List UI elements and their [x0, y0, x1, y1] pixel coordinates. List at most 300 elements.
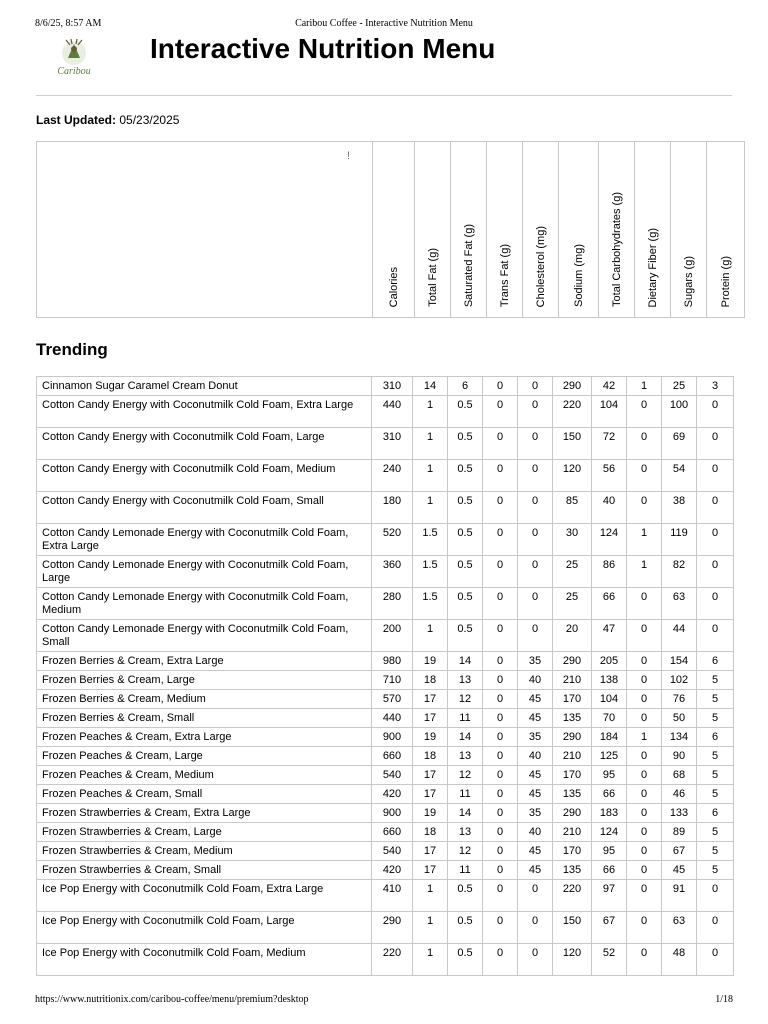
nutrient-value: 310 — [372, 377, 413, 396]
nutrient-value: 0 — [697, 912, 734, 944]
nutrient-value: 25 — [553, 556, 592, 588]
item-name[interactable]: Cotton Candy Energy with Coconutmilk Cold Foam, Extra Large — [37, 396, 372, 428]
nutrient-value: 900 — [372, 728, 413, 747]
caribou-logo[interactable] — [50, 36, 98, 80]
table-row[interactable] — [37, 377, 734, 396]
caribou-logo-icon — [50, 36, 98, 80]
nutrient-value: 540 — [372, 842, 413, 861]
nutrient-value: 17 — [413, 690, 448, 709]
col-header-label: Sodium (mg) — [572, 244, 585, 307]
nutrient-value: 1.5 — [413, 588, 448, 620]
item-name[interactable]: Ice Pop Energy with Coconutmilk Cold Foam, Medium — [37, 944, 372, 976]
nutrient-value: 420 — [372, 861, 413, 880]
sort-indicator[interactable]: ! — [346, 150, 350, 162]
nutrient-value: 0 — [627, 709, 662, 728]
nutrient-value: 0.5 — [448, 396, 483, 428]
nutrient-value: 97 — [592, 880, 627, 912]
nutrient-value: 0 — [483, 747, 518, 766]
nutrient-value: 0 — [627, 804, 662, 823]
nutrient-value: 0 — [483, 861, 518, 880]
nutrient-value: 0 — [518, 492, 553, 524]
nutrient-value: 120 — [553, 460, 592, 492]
nutrient-value: 135 — [553, 709, 592, 728]
nutrient-value: 0 — [483, 766, 518, 785]
nutrient-value: 280 — [372, 588, 413, 620]
nutrient-value: 0 — [627, 747, 662, 766]
item-name[interactable]: Cinnamon Sugar Caramel Cream Donut — [37, 377, 372, 396]
nutrient-value: 0 — [697, 556, 734, 588]
item-name-header — [37, 142, 373, 318]
nutrient-value: 205 — [592, 652, 627, 671]
table-row[interactable] — [37, 861, 734, 880]
nutrient-value: 68 — [662, 766, 697, 785]
table-row[interactable] — [37, 709, 734, 728]
nutrient-value: 5 — [697, 671, 734, 690]
nutrient-value: 200 — [372, 620, 413, 652]
nutrient-value: 125 — [592, 747, 627, 766]
nutrient-value: 47 — [592, 620, 627, 652]
table-row[interactable] — [37, 766, 734, 785]
nutrient-value: 86 — [592, 556, 627, 588]
nutrient-value: 100 — [662, 396, 697, 428]
table-row[interactable] — [37, 823, 734, 842]
last-updated — [36, 113, 179, 127]
item-name[interactable]: Frozen Berries & Cream, Large — [37, 671, 372, 690]
table-row[interactable] — [37, 652, 734, 671]
print-header — [35, 18, 733, 32]
nutrient-value: 18 — [413, 823, 448, 842]
nutrient-value: 180 — [372, 492, 413, 524]
col-header-label: Total Fat (g) — [426, 248, 439, 307]
table-row[interactable] — [37, 428, 734, 460]
nutrient-value: 95 — [592, 842, 627, 861]
nutrient-value: 0 — [483, 524, 518, 556]
col-header-label: Protein (g) — [719, 255, 732, 307]
nutrient-value: 102 — [662, 671, 697, 690]
nutrient-value: 0 — [483, 709, 518, 728]
item-name[interactable]: Cotton Candy Energy with Coconutmilk Cold Foam, Small — [37, 492, 372, 524]
nutrient-value: 5 — [697, 842, 734, 861]
table-row[interactable] — [37, 747, 734, 766]
nutrient-value: 1.5 — [413, 524, 448, 556]
last-updated-label: Last Updated: — [36, 113, 117, 127]
nutrient-value: 0.5 — [448, 556, 483, 588]
nutrient-value: 0 — [483, 823, 518, 842]
nutrient-value: 63 — [662, 588, 697, 620]
nutrient-value: 104 — [592, 690, 627, 709]
nutrient-value: 0 — [697, 396, 734, 428]
nutrient-value: 120 — [553, 944, 592, 976]
nutrient-value: 220 — [553, 880, 592, 912]
table-row[interactable] — [37, 588, 734, 620]
nutrient-value: 0 — [518, 396, 553, 428]
nutrient-value: 70 — [592, 709, 627, 728]
nutrient-value: 67 — [662, 842, 697, 861]
nutrient-value: 19 — [413, 652, 448, 671]
nutrient-value: 5 — [697, 709, 734, 728]
nutrient-value: 290 — [553, 652, 592, 671]
nutrient-value: 154 — [662, 652, 697, 671]
item-name[interactable]: Cotton Candy Lemonade Energy with Coconutmilk Cold Foam, Extra Large — [37, 524, 372, 556]
col-header[interactable] — [415, 142, 451, 318]
nutrient-value: 45 — [662, 861, 697, 880]
nutrient-value: 1 — [627, 377, 662, 396]
nutrient-value: 69 — [662, 428, 697, 460]
nutrient-value: 67 — [592, 912, 627, 944]
nutrient-value: 980 — [372, 652, 413, 671]
nutrient-value: 0 — [627, 588, 662, 620]
nutrient-value: 5 — [697, 823, 734, 842]
nutrient-value: 66 — [592, 861, 627, 880]
nutrient-value: 0.5 — [448, 460, 483, 492]
nutrient-value: 170 — [553, 690, 592, 709]
nutrient-value: 360 — [372, 556, 413, 588]
nutrient-value: 150 — [553, 912, 592, 944]
table-row[interactable] — [37, 842, 734, 861]
nutrient-value: 1 — [413, 620, 448, 652]
nutrient-value: 1 — [413, 880, 448, 912]
print-url[interactable]: https://www.nutritionix.com/caribou-coffee/menu/premium?desktop — [35, 994, 309, 1005]
nutrient-value: 0 — [627, 842, 662, 861]
nutrient-value: 1 — [413, 912, 448, 944]
nutrient-value: 0 — [627, 428, 662, 460]
nutrient-value: 0.5 — [448, 912, 483, 944]
item-name[interactable]: Frozen Berries & Cream, Small — [37, 709, 372, 728]
col-header[interactable] — [373, 142, 415, 318]
section-title-trending: Trending — [36, 340, 108, 359]
nutrient-value: 40 — [518, 823, 553, 842]
table-row[interactable] — [37, 556, 734, 588]
nutrient-value: 0 — [483, 492, 518, 524]
nutrient-value: 17 — [413, 861, 448, 880]
divider — [36, 95, 732, 96]
nutrient-value: 440 — [372, 709, 413, 728]
nutrient-value: 0 — [483, 620, 518, 652]
nutrient-value: 0 — [483, 396, 518, 428]
col-header-label: Saturated Fat (g) — [462, 223, 475, 307]
item-name[interactable]: Cotton Candy Energy with Coconutmilk Cold Foam, Large — [37, 428, 372, 460]
table-row[interactable] — [37, 396, 734, 428]
nutrient-value: 12 — [448, 842, 483, 861]
nutrient-value: 0 — [627, 944, 662, 976]
table-row[interactable] — [37, 460, 734, 492]
nutrient-value: 0 — [483, 652, 518, 671]
nutrient-value: 35 — [518, 728, 553, 747]
nutrient-value: 900 — [372, 804, 413, 823]
nutrient-value: 135 — [553, 785, 592, 804]
item-name[interactable]: Frozen Peaches & Cream, Small — [37, 785, 372, 804]
nutrient-value: 5 — [697, 690, 734, 709]
nutrient-value: 1 — [413, 460, 448, 492]
table-row[interactable] — [37, 804, 734, 823]
nutrient-value: 0 — [697, 880, 734, 912]
nutrient-value: 0 — [483, 842, 518, 861]
table-row[interactable] — [37, 671, 734, 690]
nutrition-table — [36, 376, 734, 976]
nutrient-value: 6 — [448, 377, 483, 396]
item-name[interactable]: Frozen Peaches & Cream, Medium — [37, 766, 372, 785]
nutrient-value: 50 — [662, 709, 697, 728]
nutrient-value: 72 — [592, 428, 627, 460]
nutrient-value: 14 — [448, 804, 483, 823]
nutrient-value: 0.5 — [448, 880, 483, 912]
nutrient-value: 6 — [697, 652, 734, 671]
nutrient-value: 410 — [372, 880, 413, 912]
nutrient-value: 0 — [483, 804, 518, 823]
col-header[interactable] — [635, 142, 671, 318]
col-header[interactable] — [599, 142, 635, 318]
nutrient-value: 420 — [372, 785, 413, 804]
nutrient-value: 0 — [627, 912, 662, 944]
nutrient-value: 14 — [413, 377, 448, 396]
nutrient-value: 44 — [662, 620, 697, 652]
col-header[interactable] — [671, 142, 707, 318]
nutrient-value: 133 — [662, 804, 697, 823]
nutrient-value: 17 — [413, 766, 448, 785]
nutrient-value: 40 — [518, 747, 553, 766]
nutrient-value: 184 — [592, 728, 627, 747]
table-row[interactable] — [37, 524, 734, 556]
print-page-number: 1/18 — [715, 994, 733, 1005]
nutrient-value: 0 — [483, 428, 518, 460]
nutrient-value: 0 — [697, 460, 734, 492]
item-name[interactable]: Frozen Peaches & Cream, Large — [37, 747, 372, 766]
nutrient-value: 0.5 — [448, 492, 483, 524]
nutrient-value: 0 — [518, 524, 553, 556]
nutrient-value: 1 — [413, 944, 448, 976]
nutrient-value: 310 — [372, 428, 413, 460]
nutrient-value: 0 — [483, 588, 518, 620]
nutrient-value: 0 — [483, 460, 518, 492]
nutrient-value: 135 — [553, 861, 592, 880]
nutrient-value: 0 — [483, 944, 518, 976]
nutrient-value: 48 — [662, 944, 697, 976]
nutrient-value: 119 — [662, 524, 697, 556]
nutrient-value: 17 — [413, 842, 448, 861]
nutrient-value: 91 — [662, 880, 697, 912]
nutrient-value: 210 — [553, 671, 592, 690]
nutrient-value: 5 — [697, 861, 734, 880]
nutrient-value: 240 — [372, 460, 413, 492]
nutrient-value: 0 — [697, 944, 734, 976]
table-row[interactable] — [37, 880, 734, 912]
item-name[interactable]: Frozen Strawberries & Cream, Small — [37, 861, 372, 880]
nutrient-value: 104 — [592, 396, 627, 428]
nutrient-value: 17 — [413, 785, 448, 804]
nutrient-value: 54 — [662, 460, 697, 492]
nutrient-value: 19 — [413, 804, 448, 823]
nutrient-value: 30 — [553, 524, 592, 556]
nutrient-value: 6 — [697, 728, 734, 747]
nutrient-value: 0 — [627, 785, 662, 804]
nutrient-value: 0 — [627, 861, 662, 880]
nutrient-value: 0 — [627, 396, 662, 428]
nutrient-value: 138 — [592, 671, 627, 690]
nutrient-value: 660 — [372, 823, 413, 842]
nutrient-value: 1 — [413, 396, 448, 428]
nutrient-value: 540 — [372, 766, 413, 785]
nutrient-value: 0 — [518, 377, 553, 396]
nutrient-value: 0 — [483, 556, 518, 588]
nutrient-value: 0 — [697, 620, 734, 652]
nutrient-value: 134 — [662, 728, 697, 747]
nutrient-value: 11 — [448, 785, 483, 804]
nutrient-value: 56 — [592, 460, 627, 492]
nutrient-value: 89 — [662, 823, 697, 842]
nutrient-value: 0.5 — [448, 944, 483, 976]
nutrient-value: 220 — [553, 396, 592, 428]
nutrient-value: 45 — [518, 785, 553, 804]
table-row[interactable] — [37, 492, 734, 524]
nutrient-value: 0 — [697, 524, 734, 556]
nutrient-value: 0 — [483, 785, 518, 804]
nutrient-value: 210 — [553, 747, 592, 766]
col-header[interactable] — [451, 142, 487, 318]
nutrient-value: 11 — [448, 861, 483, 880]
nutrient-value: 1 — [413, 492, 448, 524]
page-title: Interactive Nutrition Menu — [150, 33, 496, 64]
nutrient-value: 14 — [448, 652, 483, 671]
nutrient-value: 1 — [627, 524, 662, 556]
col-header[interactable] — [559, 142, 599, 318]
nutrient-value: 170 — [553, 842, 592, 861]
nutrient-value: 0 — [518, 880, 553, 912]
nutrient-value: 0.5 — [448, 588, 483, 620]
nutrient-value: 0 — [627, 652, 662, 671]
item-name[interactable]: Frozen Peaches & Cream, Extra Large — [37, 728, 372, 747]
nutrient-value: 660 — [372, 747, 413, 766]
nutrient-value: 0 — [627, 492, 662, 524]
col-header-label: Trans Fat (g) — [498, 243, 511, 307]
nutrient-value: 12 — [448, 766, 483, 785]
nutrient-value: 0 — [518, 912, 553, 944]
nutrient-value: 0 — [518, 556, 553, 588]
nutrient-value: 0 — [627, 880, 662, 912]
nutrient-value: 85 — [553, 492, 592, 524]
nutrient-value: 35 — [518, 804, 553, 823]
nutrient-value: 220 — [372, 944, 413, 976]
nutrient-value: 11 — [448, 709, 483, 728]
nutrient-value: 66 — [592, 785, 627, 804]
nutrient-value: 40 — [518, 671, 553, 690]
nutrient-value: 6 — [697, 804, 734, 823]
nutrient-value: 90 — [662, 747, 697, 766]
nutrient-value: 0 — [627, 460, 662, 492]
nutrient-value: 20 — [553, 620, 592, 652]
nutrient-value: 0 — [483, 912, 518, 944]
nutrient-value: 42 — [592, 377, 627, 396]
item-name[interactable]: Frozen Strawberries & Cream, Extra Large — [37, 804, 372, 823]
col-header-label: Sugars (g) — [682, 255, 695, 307]
col-header-label: Calories — [387, 266, 400, 307]
nutrient-value: 183 — [592, 804, 627, 823]
nutrient-value: 5 — [697, 747, 734, 766]
nutrient-value: 5 — [697, 766, 734, 785]
item-name[interactable]: Ice Pop Energy with Coconutmilk Cold Foam, Extra Large — [37, 880, 372, 912]
nutrient-value: 210 — [553, 823, 592, 842]
last-updated-value: 05/23/2025 — [119, 113, 180, 127]
nutrient-value: 0 — [518, 944, 553, 976]
nutrient-value: 0 — [483, 728, 518, 747]
nutrient-value: 290 — [553, 804, 592, 823]
col-header-label: Total Carbohydrates (g) — [610, 192, 623, 307]
table-row[interactable] — [37, 620, 734, 652]
nutrient-value: 18 — [413, 671, 448, 690]
nutrient-value: 124 — [592, 524, 627, 556]
nutrient-value: 95 — [592, 766, 627, 785]
nutrient-value: 13 — [448, 823, 483, 842]
col-header-label: Dietary Fiber (g) — [646, 227, 659, 307]
nutrient-value: 14 — [448, 728, 483, 747]
table-row[interactable] — [37, 690, 734, 709]
nutrient-value: 18 — [413, 747, 448, 766]
table-row[interactable] — [37, 785, 734, 804]
nutrient-value: 66 — [592, 588, 627, 620]
col-header[interactable] — [487, 142, 523, 318]
table-row[interactable] — [37, 944, 734, 976]
nutrient-value: 520 — [372, 524, 413, 556]
nutrient-value: 76 — [662, 690, 697, 709]
nutrient-value: 0 — [518, 428, 553, 460]
nutrient-value: 1.5 — [413, 556, 448, 588]
col-header[interactable] — [523, 142, 559, 318]
print-doc-title: Caribou Coffee - Interactive Nutrition Menu — [295, 18, 473, 29]
item-name[interactable]: Cotton Candy Lemonade Energy with Coconutmilk Cold Foam, Large — [37, 556, 372, 588]
column-header-row — [37, 142, 745, 318]
nutrient-value: 0 — [627, 766, 662, 785]
nutrient-value: 0 — [518, 620, 553, 652]
table-row[interactable] — [37, 728, 734, 747]
nutrient-value: 45 — [518, 709, 553, 728]
nutrient-value: 45 — [518, 766, 553, 785]
item-name[interactable]: Frozen Strawberries & Cream, Medium — [37, 842, 372, 861]
item-name[interactable]: Frozen Berries & Cream, Medium — [37, 690, 372, 709]
nutrient-value: 25 — [553, 588, 592, 620]
item-name[interactable]: Frozen Strawberries & Cream, Large — [37, 823, 372, 842]
nutrient-value: 35 — [518, 652, 553, 671]
nutrient-value: 82 — [662, 556, 697, 588]
nutrient-value: 0 — [627, 671, 662, 690]
nutrient-value: 40 — [592, 492, 627, 524]
nutrient-value: 0 — [697, 492, 734, 524]
item-name[interactable]: Frozen Berries & Cream, Extra Large — [37, 652, 372, 671]
nutrient-value: 0 — [697, 588, 734, 620]
nutrient-value: 45 — [518, 861, 553, 880]
col-header-label: Cholesterol (mg) — [534, 225, 547, 307]
nutrient-value: 0.5 — [448, 428, 483, 460]
col-header[interactable] — [707, 142, 745, 318]
table-row[interactable] — [37, 912, 734, 944]
nutrient-value: 290 — [553, 377, 592, 396]
nutrient-value: 0 — [627, 690, 662, 709]
item-name[interactable]: Cotton Candy Lemonade Energy with Coconutmilk Cold Foam, Small — [37, 620, 372, 652]
nutrient-value: 1 — [627, 556, 662, 588]
nutrient-value: 170 — [553, 766, 592, 785]
nutrient-value: 0.5 — [448, 524, 483, 556]
nutrient-value: 0 — [483, 377, 518, 396]
nutrient-value: 570 — [372, 690, 413, 709]
nutrient-value: 0 — [518, 588, 553, 620]
nutrient-value: 52 — [592, 944, 627, 976]
nutrient-value: 124 — [592, 823, 627, 842]
logo-wordmark: Caribou — [57, 66, 91, 77]
nutrient-value: 13 — [448, 671, 483, 690]
item-name[interactable]: Ice Pop Energy with Coconutmilk Cold Foam, Large — [37, 912, 372, 944]
nutrient-value: 150 — [553, 428, 592, 460]
item-name[interactable]: Cotton Candy Lemonade Energy with Coconutmilk Cold Foam, Medium — [37, 588, 372, 620]
item-name[interactable]: Cotton Candy Energy with Coconutmilk Cold Foam, Medium — [37, 460, 372, 492]
nutrient-value: 440 — [372, 396, 413, 428]
